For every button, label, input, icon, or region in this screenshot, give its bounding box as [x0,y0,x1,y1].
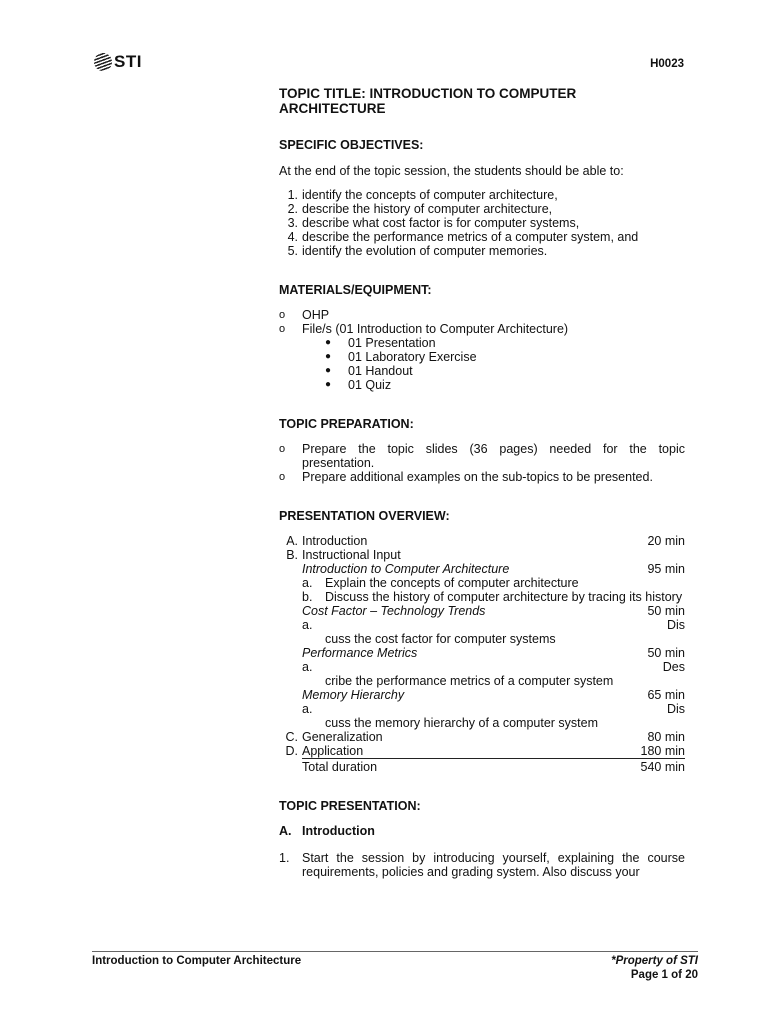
overview-subtopic: Introduction to Computer Architecture 95 min [302,562,685,576]
list-item: 5. identify the evolution of computer memories. [287,244,548,258]
objectives-heading: SPECIFIC OBJECTIVES: [279,138,424,152]
footer-course-title: Introduction to Computer Architecture [92,955,302,967]
list-item: 1. Start the session by introducing yourself, explaining the course requirements, policies and grading system. Also discuss your [279,851,685,879]
list-item: o Prepare additional examples on the sub-topics to be presented. [279,470,653,484]
list-item: 3. describe what cost factor is for computer systems, [287,216,580,230]
footer-divider [92,951,698,952]
bullet-icon: ● [325,365,332,376]
list-item: a. Des [302,660,685,674]
list-item: 1. identify the concepts of computer architecture, [287,188,558,202]
overview-item-c: C. Generalization 80 min [285,730,685,744]
overview-item-b: B. Instructional Input [286,548,401,562]
document-code: H0023 [650,58,684,70]
objectives-list [279,188,685,258]
list-item: o File/s (01 Introduction to Computer Architecture) [279,322,569,336]
list-item: ● 01 Laboratory Exercise [325,350,477,364]
overview-heading: PRESENTATION OVERVIEW: [279,509,450,523]
page-number: Page 1 of 20 [630,968,698,981]
list-item-continuation: cuss the memory hierarchy of a computer system [325,716,599,730]
circle-bullet-icon: o [279,323,286,335]
footer-info [611,955,698,982]
list-item-continuation: cuss the cost factor for computer systems [325,632,556,646]
overview-item-a: A. Introduction 20 min [286,534,685,548]
list-item: ● 01 Quiz [325,378,392,392]
materials-heading: MATERIALS/EQUIPMENT: [279,283,432,297]
objectives-intro: At the end of the topic session, the students should be able to: [279,164,624,178]
bullet-icon: ● [325,351,332,362]
overview-list [279,534,685,774]
list-item: b. Discuss the history of computer architecture by tracing its history [302,590,683,604]
materials-list [279,308,685,392]
list-item: a. Dis [302,702,685,716]
overview-subtopic: Performance Metrics 50 min [302,646,685,660]
sti-logo [94,52,142,72]
list-item: o OHP [279,308,330,322]
list-item: o Prepare the topic slides (36 pages) needed for the topic presentation. [279,442,685,470]
circle-bullet-icon: o [279,443,286,455]
footer-property: *Property of STI [611,955,698,967]
list-item: a. Explain the concepts of computer architecture [302,576,579,590]
list-item: a. Dis [302,618,685,632]
globe-icon [94,53,112,71]
bullet-icon: ● [325,337,332,348]
topic-title: TOPIC TITLE: INTRODUCTION TO COMPUTER ARCHITECTURE [279,86,577,116]
logo-text: STI [114,52,142,71]
overview-subtopic: Cost Factor – Technology Trends 50 min [302,604,685,618]
list-item-continuation: cribe the performance metrics of a computer system [325,674,614,688]
list-item: ● 01 Presentation [325,336,436,350]
presentation-heading: TOPIC PRESENTATION: [279,799,421,813]
bullet-icon: ● [325,379,332,390]
preparation-list [279,442,685,484]
overview-item-d: D. Application 180 min [285,744,685,758]
page-content [279,86,685,879]
preparation-heading: TOPIC PREPARATION: [279,417,414,431]
total-duration-row: Total duration 540 min [302,760,685,774]
overview-subtopic: Memory Hierarchy 65 min [302,688,685,702]
presentation-subheading: A. Introduction [279,824,375,838]
list-item: ● 01 Handout [325,364,413,378]
circle-bullet-icon: o [279,471,286,483]
list-item: 2. describe the history of computer architecture, [287,202,553,216]
list-item: 4. describe the performance metrics of a computer system, and [287,230,639,244]
circle-bullet-icon: o [279,309,286,321]
